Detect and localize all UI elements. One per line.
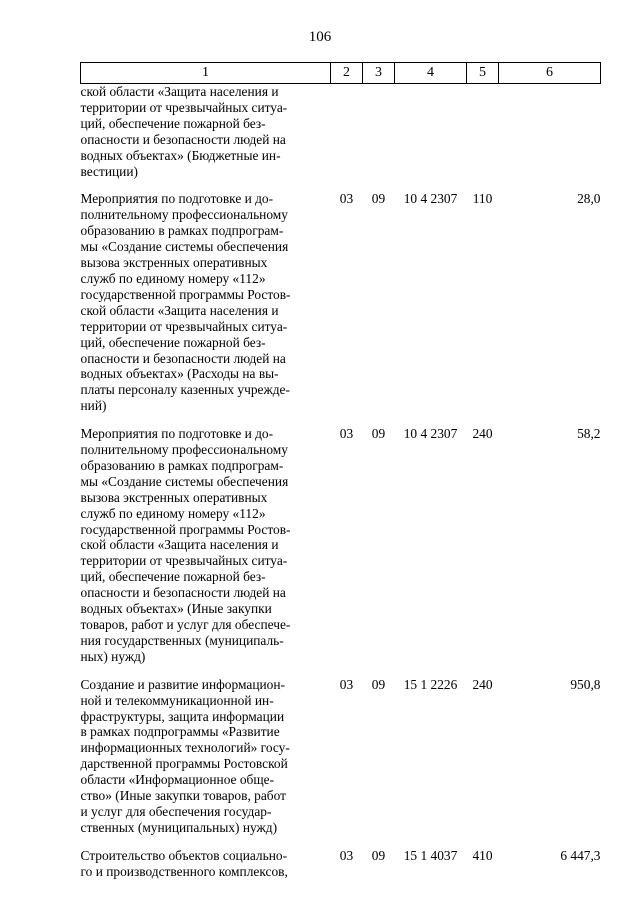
description-line: го и производственного комплексов, xyxy=(80,863,288,879)
amount: 58,2 xyxy=(577,426,601,442)
description-line: опасности и безопасности людей на xyxy=(80,585,286,601)
column-header-6: 6 xyxy=(499,63,601,84)
column-header-4: 4 xyxy=(395,63,467,84)
table-header-row xyxy=(81,63,601,84)
expense-type-code: 410 xyxy=(472,847,493,863)
description-line: ных) нужд) xyxy=(80,648,146,664)
description-line: полнительному профессиональному xyxy=(80,207,288,223)
description-line: территории от чрезвычайных ситуа- xyxy=(80,99,288,115)
description-line: территории от чрезвычайных ситуа- xyxy=(80,318,288,334)
column-header-3: 3 xyxy=(363,63,395,84)
description-line: области «Информационное обще- xyxy=(80,772,275,788)
description-line: служб по единому номеру «112» xyxy=(80,505,266,521)
description-line: образованию в рамках подпрограм- xyxy=(80,223,284,239)
description-line: дарственной программы Ростовской xyxy=(80,756,288,772)
description-line: водных объектах» (Иные закупки xyxy=(80,601,272,617)
target-article-code xyxy=(395,84,467,180)
description-line: фраструктуры, защита информации xyxy=(80,708,285,724)
budget-table xyxy=(80,62,601,880)
description-line: образованию в рамках подпрограм- xyxy=(80,457,284,473)
table-row xyxy=(81,84,601,180)
section-code xyxy=(331,84,363,180)
description-line: Строительство объектов социально- xyxy=(80,847,288,863)
subsection-code: 09 xyxy=(371,191,386,207)
amount: 28,0 xyxy=(577,191,601,207)
amount: 6 447,3 xyxy=(560,847,601,863)
section-code: 03 xyxy=(339,847,354,863)
description-line: опасности и безопасности людей на xyxy=(80,131,286,147)
expense-type-code: 240 xyxy=(472,426,493,442)
column-header-5: 5 xyxy=(467,63,499,84)
section-code: 03 xyxy=(339,426,354,442)
row-description xyxy=(81,665,331,836)
description-line: полнительному профессиональному xyxy=(80,442,288,458)
description-line: водных объектах» (Расходы на вы- xyxy=(80,366,279,382)
expense-type-code: 110 xyxy=(472,191,493,207)
description-line: ций, обеспечение пожарной без- xyxy=(80,115,266,131)
description-line: и услуг для обеспечения государ- xyxy=(80,803,272,819)
subsection-code xyxy=(363,84,395,180)
description-line: ской области «Защита населения и xyxy=(80,302,279,318)
table-body xyxy=(81,84,601,880)
description-line: ство» (Иные закупки товаров, работ xyxy=(80,788,286,804)
description-line: мы «Создание системы обеспечения xyxy=(80,239,289,255)
description-line: вестиции) xyxy=(80,163,138,179)
target-article-code: 10 4 2307 xyxy=(403,426,458,442)
description-line: территории от чрезвычайных ситуа- xyxy=(80,553,288,569)
description-line: ской области «Защита населения и xyxy=(80,84,279,99)
column-header-2: 2 xyxy=(331,63,363,84)
table-row xyxy=(81,836,601,880)
table-row xyxy=(81,179,601,414)
description-line: водных объектах» (Бюджетные ин- xyxy=(80,147,281,163)
description-line: ций, обеспечение пожарной без- xyxy=(80,334,266,350)
subsection-code: 09 xyxy=(371,847,386,863)
description-line: товаров, работ и услуг для обеспече- xyxy=(80,617,291,632)
description-line: опасности и безопасности людей на xyxy=(80,350,286,366)
row-description xyxy=(81,84,331,180)
description-line: ственных (муниципальных) нужд) xyxy=(80,819,278,835)
subsection-code: 09 xyxy=(371,426,386,442)
description-line: информационных технологий» госу- xyxy=(80,740,290,756)
description-line: платы персоналу казенных учрежде- xyxy=(80,382,290,398)
description-line: Мероприятия по подготовке и до- xyxy=(80,426,274,442)
description-line: Мероприятия по подготовке и до- xyxy=(80,191,274,207)
section-code: 03 xyxy=(339,191,354,207)
expense-type-code xyxy=(467,84,499,180)
row-description xyxy=(81,414,331,665)
description-line: Создание и развитие информацион- xyxy=(80,676,285,692)
target-article-code: 15 1 2226 xyxy=(403,676,458,692)
description-line: ской области «Защита населения и xyxy=(80,537,279,553)
section-code: 03 xyxy=(339,676,354,692)
row-description xyxy=(81,179,331,414)
target-article-code: 10 4 2307 xyxy=(403,191,458,207)
row-description xyxy=(81,836,331,880)
description-line: вызова экстренных оперативных xyxy=(80,255,268,271)
description-line: ния государственных (муниципаль- xyxy=(80,632,284,648)
expense-type-code: 240 xyxy=(472,676,493,692)
table-row xyxy=(81,414,601,665)
amount: 950,8 xyxy=(570,676,601,692)
description-line: ний) xyxy=(80,398,107,414)
amount xyxy=(499,84,601,180)
target-article-code: 15 1 4037 xyxy=(403,847,458,863)
description-line: мы «Создание системы обеспечения xyxy=(80,473,289,489)
description-line: в рамках подпрограммы «Развитие xyxy=(80,724,280,740)
description-line: вызова экстренных оперативных xyxy=(80,489,268,505)
column-header-1: 1 xyxy=(81,63,331,84)
table-row xyxy=(81,665,601,836)
description-line: государственной программы Ростов- xyxy=(80,521,291,537)
description-line: ций, обеспечение пожарной без- xyxy=(80,569,266,585)
description-line: государственной программы Ростов- xyxy=(80,286,291,302)
subsection-code: 09 xyxy=(371,676,386,692)
description-line: ной и телекоммуникационной ин- xyxy=(80,692,274,708)
description-line: служб по единому номеру «112» xyxy=(80,270,266,286)
page-number: 106 xyxy=(308,29,332,45)
